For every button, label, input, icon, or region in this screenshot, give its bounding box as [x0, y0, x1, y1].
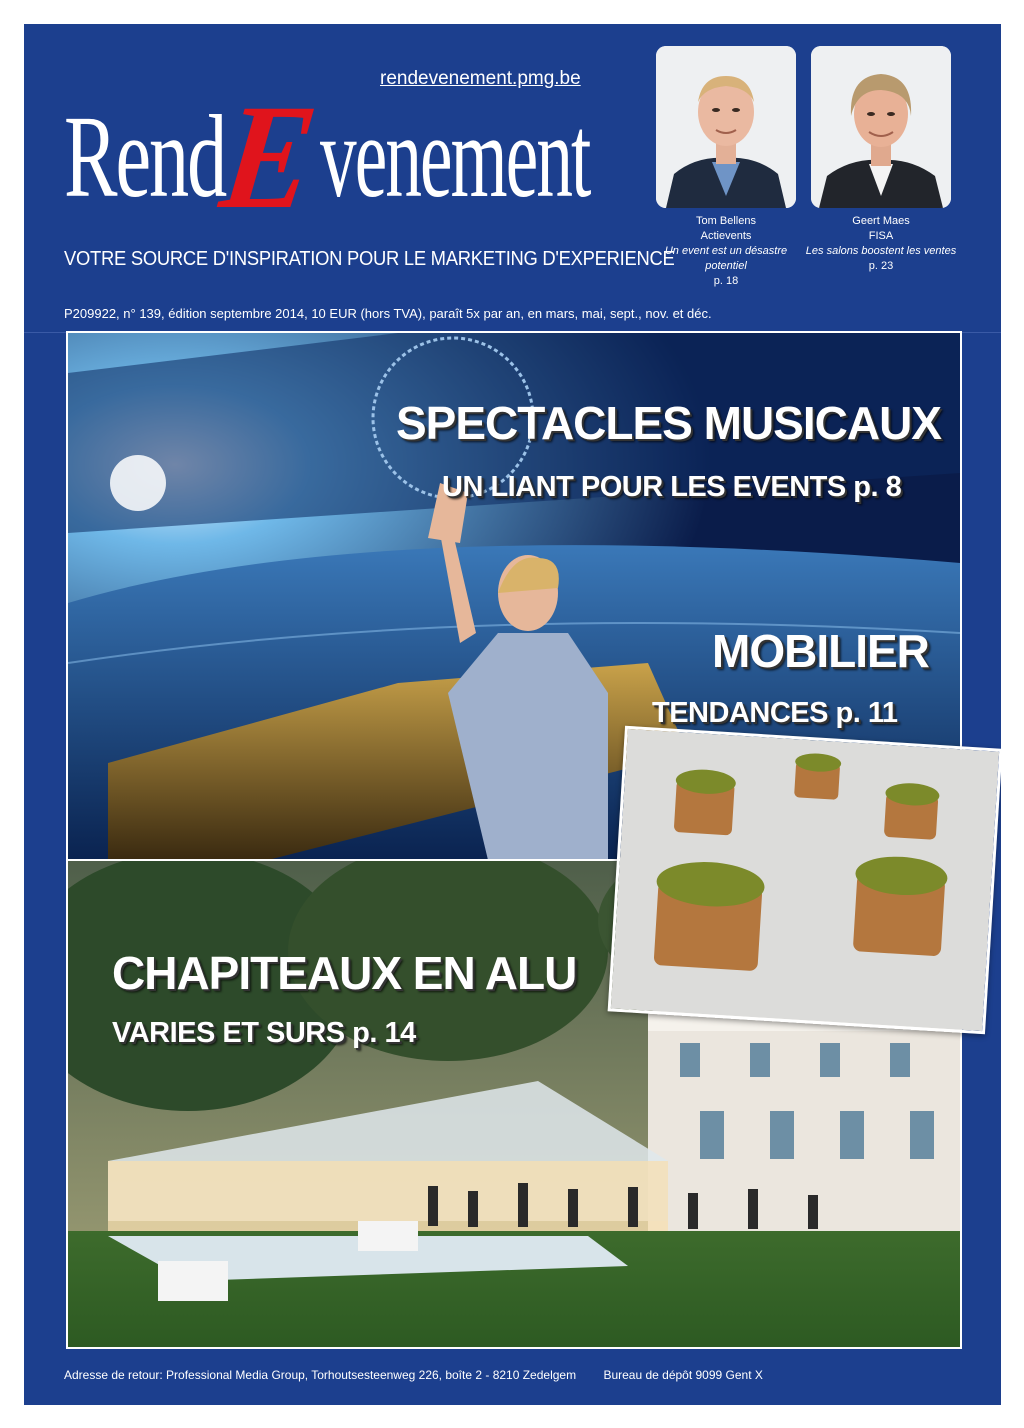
subhead-chapiteaux[interactable]: VARIES ET SURS p. 14 — [112, 1017, 416, 1049]
portrait-tom-bellens — [656, 46, 796, 208]
magazine-cover — [24, 24, 1001, 1405]
interviewee-name: Tom Bellens — [696, 215, 756, 227]
interviewee-company: Actievents — [700, 230, 752, 242]
logo-venement: venement — [320, 91, 590, 222]
logo-rend: Rend — [64, 91, 226, 222]
website-url[interactable]: rendevenement.pmg.be — [380, 68, 581, 89]
interview-page: p. 18 — [713, 275, 739, 287]
headline-spectacles[interactable]: SPECTACLES MUSICAUX — [396, 397, 941, 449]
subhead-mobilier[interactable]: TENDANCES p. 11 — [652, 697, 898, 729]
portrait-geert-maes — [811, 46, 951, 208]
footer — [64, 1368, 787, 1382]
headline-chapiteaux[interactable]: CHAPITEAUX EN ALU — [112, 947, 577, 999]
furniture-photo — [608, 726, 1001, 1035]
tagline: VOTRE SOURCE D'INSPIRATION POUR LE MARKETING D'EXPERIENCE — [64, 248, 675, 270]
interviewee-company: FISA — [868, 230, 894, 242]
caption-tom-bellens — [646, 214, 806, 289]
logo-red-e: E — [213, 74, 325, 240]
interviewee-name: Geert Maes — [852, 215, 910, 227]
return-address: Adresse de retour: Professional Media Group, Torhoutsesteenweg 226, boîte 2 - 8210 Zedelgem — [64, 1368, 577, 1382]
issue-info: P209922, n° 139, édition septembre 2014, 10 EUR (hors TVA), paraît 5x par an, en mars, mai, sept., nov. et déc. — [64, 306, 712, 321]
headline-mobilier[interactable]: MOBILIER — [712, 625, 929, 677]
interview-quote: Un event est un désastre potentiel — [664, 245, 788, 272]
depot-office: Bureau de dépôt 9099 Gent X — [603, 1368, 763, 1382]
caption-geert-maes — [801, 214, 961, 274]
subhead-spectacles[interactable]: UN LIANT POUR LES EVENTS p. 8 — [442, 471, 902, 503]
interview-quote: Les salons boostent les ventes — [805, 245, 957, 257]
interview-page: p. 23 — [868, 260, 894, 272]
